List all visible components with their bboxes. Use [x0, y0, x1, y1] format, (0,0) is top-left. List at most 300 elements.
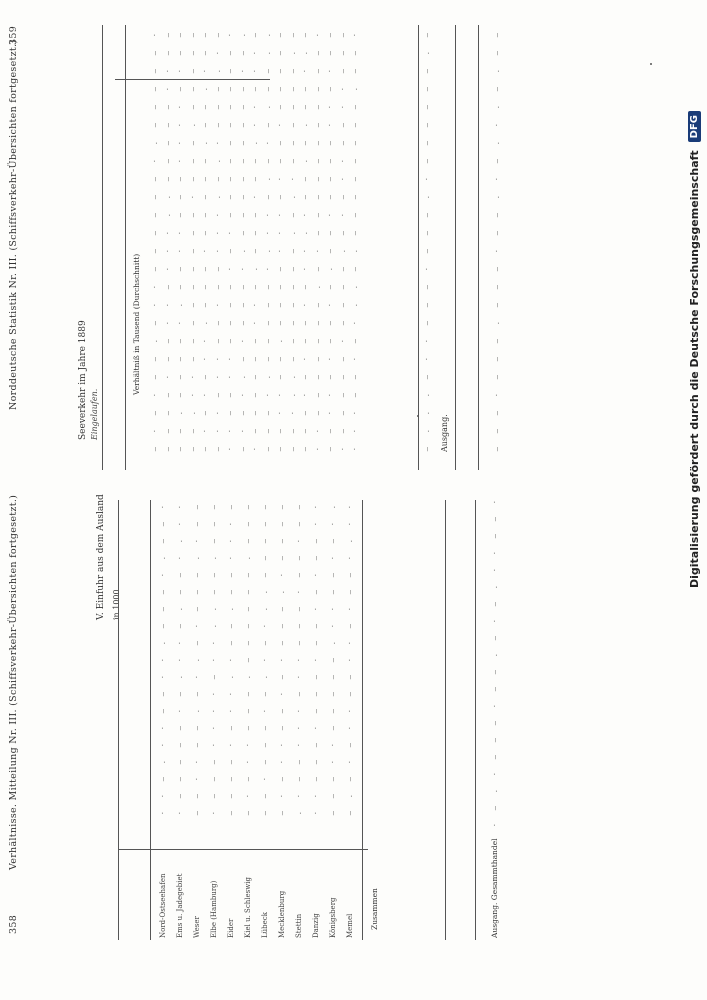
table-cell: · [493, 393, 501, 398]
table-cell: — [213, 393, 222, 398]
table-cell: — [238, 285, 247, 290]
table-cell: – [329, 794, 337, 799]
table-cell: · [491, 551, 499, 556]
table-cell: – [244, 777, 252, 782]
table-cell: — [278, 556, 286, 561]
table-cell: — [351, 393, 359, 398]
table-cell: — [176, 777, 184, 782]
table-cell: — [261, 539, 269, 544]
table-cell: – [493, 159, 501, 164]
table-cell: · [176, 709, 184, 714]
table-cell: · [338, 177, 347, 182]
table-cell: · [227, 692, 235, 697]
table-cell: · [491, 500, 499, 505]
table-cell: . [329, 641, 337, 646]
table-cell: . [493, 105, 501, 110]
table-cell: — [261, 794, 269, 799]
table-cell: · [276, 213, 284, 218]
table-cell: – [351, 105, 359, 110]
table-cell: – [329, 726, 337, 731]
left-table-title: V. Einfuhr aus dem Ausland [96, 494, 106, 620]
table-cell: · [159, 658, 167, 663]
table-cell: . [263, 375, 272, 380]
table-cell: · [276, 393, 284, 398]
table-cell: – [188, 357, 197, 362]
table-cell: – [423, 159, 431, 164]
table-cell: — [251, 33, 259, 38]
table-cell: — [312, 641, 320, 646]
table-cell: · [227, 539, 235, 544]
table-cell: – [188, 429, 197, 434]
table-cell: · [312, 505, 320, 510]
table-cell: — [193, 573, 201, 578]
table-cell: – [227, 811, 235, 816]
table-cell: – [226, 213, 234, 218]
table-cell: – [276, 87, 284, 92]
table-cell: · [326, 357, 334, 362]
table-cell: . [188, 411, 197, 416]
table-cell: – [201, 231, 209, 236]
table-cell: — [261, 692, 269, 697]
table-cell: – [226, 123, 234, 128]
table-cell: — [329, 539, 337, 544]
table-cell: · [151, 303, 159, 308]
table-cell: · [251, 303, 259, 308]
table-cell: – [188, 105, 197, 110]
table-cell: . [493, 69, 501, 74]
table-cell: – [188, 141, 197, 146]
table-cell: – [288, 285, 297, 290]
table-cell: – [329, 573, 337, 578]
table-cell: . [301, 231, 309, 236]
table-cell: – [163, 393, 172, 398]
row-label: Weser [193, 916, 201, 938]
table-cell: — [176, 285, 184, 290]
table-cell: – [493, 357, 501, 362]
table-cell: – [176, 195, 184, 200]
table-cell: . [295, 811, 303, 816]
table-cell: · [163, 303, 172, 308]
table-cell: — [263, 321, 272, 326]
table-cell: — [163, 105, 172, 110]
table-cell: – [423, 321, 431, 326]
table-cell: — [329, 692, 337, 697]
table-cell: — [278, 777, 286, 782]
table-cell: . [176, 675, 184, 680]
table-cell: – [288, 447, 297, 452]
table-cell: · [329, 760, 337, 765]
table-cell: – [238, 321, 247, 326]
row-label: Eider [227, 918, 235, 938]
table-cell: – [176, 447, 184, 452]
table-cell: – [326, 195, 334, 200]
table-cell: — [326, 339, 334, 344]
table-cell: – [151, 195, 159, 200]
table-cell: – [210, 539, 218, 544]
table-cell: – [251, 393, 259, 398]
table-cell: – [176, 213, 184, 218]
table-cell: – [201, 375, 209, 380]
table-cell: — [251, 177, 259, 182]
table-cell: – [351, 51, 359, 56]
table-cell: – [301, 375, 309, 380]
table-cell: – [288, 69, 297, 74]
table-cell: — [176, 590, 184, 595]
table-cell: – [188, 321, 197, 326]
table-cell: – [151, 267, 159, 272]
table-cell: – [326, 285, 334, 290]
table-cell: — [278, 505, 286, 510]
table-cell: · [193, 675, 201, 680]
table-cell: . [151, 141, 159, 146]
table-cell: · [312, 811, 320, 816]
table-cell: · [295, 726, 303, 731]
table-cell: · [151, 285, 159, 290]
table-cell: · [176, 556, 184, 561]
table-cell: — [313, 267, 322, 272]
table-cell: · [263, 267, 272, 272]
table-cell: – [491, 806, 499, 811]
table-cell: – [188, 267, 197, 272]
table-cell: · [251, 321, 259, 326]
table-cell: – [210, 522, 218, 527]
table-cell: · [244, 760, 252, 765]
table-cell: – [346, 692, 354, 697]
table-cell: — [326, 429, 334, 434]
table-cell: . [288, 375, 297, 380]
table-cell: — [226, 69, 234, 74]
table-cell: · [159, 811, 167, 816]
table-cell: · [176, 811, 184, 816]
table-cell: – [251, 231, 259, 236]
table-cell: · [238, 339, 247, 344]
table-cell: · [213, 375, 222, 380]
table-cell: · [193, 624, 201, 629]
table-cell: · [312, 658, 320, 663]
table-cell: — [201, 285, 209, 290]
table-cell: · [423, 177, 431, 182]
table-cell: – [313, 123, 322, 128]
table-cell: – [188, 69, 197, 74]
table-cell: · [326, 213, 334, 218]
table-cell: — [493, 267, 501, 272]
table-cell: · [227, 556, 235, 561]
table-cell: · [301, 357, 309, 362]
table-cell: . [313, 285, 322, 290]
table-cell: · [213, 429, 222, 434]
table-cell: — [278, 811, 286, 816]
table-cell: – [163, 33, 172, 38]
table-cell: · [491, 823, 499, 828]
table-cell: · [326, 123, 334, 128]
table-cell: · [491, 619, 499, 624]
table-cell: · [163, 69, 172, 74]
table-cell: — [251, 87, 259, 92]
table-cell: . [288, 393, 297, 398]
table-cell: — [288, 87, 297, 92]
table-cell: · [227, 743, 235, 748]
table-cell: · [338, 447, 347, 452]
table-cell: · [493, 177, 501, 182]
table-cell: – [151, 357, 159, 362]
right-page-number: 359 [8, 25, 19, 45]
table-cell: · [351, 447, 359, 452]
table-cell: · [159, 675, 167, 680]
table-cell: . [351, 303, 359, 308]
table-cell: . [276, 339, 284, 344]
table-cell: – [227, 624, 235, 629]
table-cell: · [312, 794, 320, 799]
table-cell: — [423, 285, 431, 290]
table-cell: · [346, 641, 354, 646]
table-cell: — [244, 505, 252, 510]
table-cell: – [226, 339, 234, 344]
table-cell: · [244, 743, 252, 748]
table-cell: – [244, 590, 252, 595]
table-cell: — [188, 285, 197, 290]
table-cell: – [351, 123, 359, 128]
table-cell: – [176, 573, 184, 578]
table-cell: · [210, 658, 218, 663]
table-cell: — [351, 195, 359, 200]
table-cell: – [491, 721, 499, 726]
table-cell: . [351, 285, 359, 290]
table-cell: – [244, 709, 252, 714]
table-cell: – [238, 231, 247, 236]
table-cell: – [346, 743, 354, 748]
table-cell: · [213, 303, 222, 308]
table-cell: — [159, 709, 167, 714]
table-cell: – [301, 321, 309, 326]
table-cell: . [288, 51, 297, 56]
table-cell: · [201, 429, 209, 434]
table-cell: . [210, 556, 218, 561]
table-cell: . [213, 159, 222, 164]
table-cell: · [176, 249, 184, 254]
dfg-strip [683, 8, 705, 588]
table-cell: — [159, 590, 167, 595]
table-cell: – [193, 692, 201, 697]
table-cell: · [326, 303, 334, 308]
table-cell: · [227, 522, 235, 527]
table-cell: . [159, 760, 167, 765]
table-cell: – [159, 624, 167, 629]
table-cell: — [244, 658, 252, 663]
table-cell: – [288, 429, 297, 434]
table-cell: – [251, 429, 259, 434]
table-cell: — [295, 641, 303, 646]
left-table-unit: in 1000 [112, 589, 121, 620]
table-cell: · [423, 339, 431, 344]
table-cell: · [176, 505, 184, 510]
table-cell: – [238, 87, 247, 92]
table-cell: . [338, 249, 347, 254]
table-cell: – [210, 505, 218, 510]
table-cell: . [423, 393, 431, 398]
row-label: Kiel u. Schleswig [244, 877, 252, 938]
table-cell: – [276, 303, 284, 308]
table-cell: – [326, 51, 334, 56]
table-cell: · [210, 709, 218, 714]
table-cell: · [278, 658, 286, 663]
table-cell: – [201, 267, 209, 272]
table-cell: – [261, 505, 269, 510]
table-cell: – [193, 590, 201, 595]
table-cell: – [263, 285, 272, 290]
table-cell: – [210, 777, 218, 782]
table-cell: · [261, 624, 269, 629]
table-cell: . [188, 123, 197, 128]
table-cell: — [491, 636, 499, 641]
table-cell: · [301, 69, 309, 74]
table-cell: — [301, 105, 309, 110]
left-running-head: Verhältnisse. Mitteilung Nr. III. (Schiffsverkehr-Übersichten fortgesetzt.) [8, 494, 19, 870]
table-cell: · [491, 704, 499, 709]
table-cell: · [201, 339, 209, 344]
table-cell: — [276, 195, 284, 200]
table-cell: — [151, 51, 159, 56]
table-cell: – [151, 213, 159, 218]
table-cell: · [312, 522, 320, 527]
table-cell: — [338, 195, 347, 200]
table-cell: — [326, 177, 334, 182]
table-cell: – [338, 69, 347, 74]
table-cell: — [213, 285, 222, 290]
table-cell: – [312, 777, 320, 782]
table-cell: · [346, 709, 354, 714]
table-cell: · [301, 267, 309, 272]
bottom-right-label: Ausgang. [440, 414, 449, 452]
table-cell: . [251, 267, 259, 272]
table-cell: — [176, 726, 184, 731]
table-cell: – [295, 573, 303, 578]
table-cell: – [313, 141, 322, 146]
table-cell: — [251, 411, 259, 416]
table-cell: – [201, 159, 209, 164]
bottom-left-label: Ausgang. Gesammthandel [490, 838, 499, 938]
table-cell: – [313, 375, 322, 380]
right-data-table [150, 25, 365, 465]
table-cell: – [227, 777, 235, 782]
table-cell: · [326, 105, 334, 110]
table-cell: · [278, 794, 286, 799]
table-cell: · [338, 105, 347, 110]
table-cell: . [151, 339, 159, 344]
table-cell: · [329, 522, 337, 527]
table-cell: – [261, 760, 269, 765]
table-cell: — [226, 177, 234, 182]
table-cell: — [151, 87, 159, 92]
table-cell: – [295, 522, 303, 527]
table-cell: . [263, 249, 272, 254]
table-cell: · [276, 249, 284, 254]
table-cell: – [338, 321, 347, 326]
table-cell: – [295, 556, 303, 561]
table-cell: – [326, 87, 334, 92]
table-cell: — [213, 267, 222, 272]
table-cell: — [423, 33, 431, 38]
table-cell: · [276, 177, 284, 182]
table-cell: – [263, 195, 272, 200]
table-cell: · [276, 411, 284, 416]
table-cell: – [213, 105, 222, 110]
table-cell: — [261, 641, 269, 646]
table-cell: — [326, 231, 334, 236]
table-cell: · [176, 105, 184, 110]
table-cell: – [159, 607, 167, 612]
table-cell: – [263, 159, 272, 164]
table-cell: – [288, 321, 297, 326]
table-cell: · [263, 141, 272, 146]
table-cell: · [151, 393, 159, 398]
table-cell: — [276, 357, 284, 362]
table-cell: — [151, 69, 159, 74]
table-cell: — [188, 249, 197, 254]
table-cell: – [176, 267, 184, 272]
table-cell: · [226, 33, 234, 38]
table-cell: — [151, 177, 159, 182]
table-cell: – [326, 141, 334, 146]
table-cell: . [227, 607, 235, 612]
right-table-title: Seeverkehr im Jahre 1889 [78, 320, 88, 440]
table-cell: · [176, 522, 184, 527]
table-cell: – [213, 321, 222, 326]
table-cell: · [227, 658, 235, 663]
table-cell: – [210, 794, 218, 799]
table-cell: – [493, 33, 501, 38]
table-cell: · [493, 249, 501, 254]
table-cell: — [338, 33, 347, 38]
table-cell: — [329, 658, 337, 663]
table-cell: – [261, 743, 269, 748]
table-cell: – [278, 624, 286, 629]
table-cell: — [159, 522, 167, 527]
table-cell: – [176, 33, 184, 38]
table-cell: · [278, 760, 286, 765]
table-cell: – [329, 811, 337, 816]
table-cell: — [351, 375, 359, 380]
table-cell: – [201, 195, 209, 200]
table-cell: · [313, 33, 322, 38]
table-cell: · [346, 726, 354, 731]
table-cell: — [351, 159, 359, 164]
table-cell: — [226, 105, 234, 110]
table-cell: — [493, 339, 501, 344]
table-cell: – [278, 607, 286, 612]
table-cell: . [261, 675, 269, 680]
table-cell: — [313, 303, 322, 308]
row-label: Nord-Ostseehafen [159, 873, 167, 938]
table-cell: – [301, 429, 309, 434]
table-cell: . [159, 556, 167, 561]
table-cell: – [163, 159, 172, 164]
table-cell: – [244, 692, 252, 697]
table-cell: · [313, 249, 322, 254]
table-cell: – [163, 177, 172, 182]
table-cell: – [295, 692, 303, 697]
table-cell: — [493, 231, 501, 236]
table-cell: . [423, 411, 431, 416]
table-cell: – [238, 123, 247, 128]
row-label: Stettin [295, 913, 303, 938]
table-cell: – [295, 624, 303, 629]
table-cell: — [226, 411, 234, 416]
table-cell: · [163, 87, 172, 92]
table-cell: · [338, 159, 347, 164]
table-cell: . [301, 123, 309, 128]
table-cell: – [201, 303, 209, 308]
row-label: Mecklenburg [278, 890, 286, 938]
